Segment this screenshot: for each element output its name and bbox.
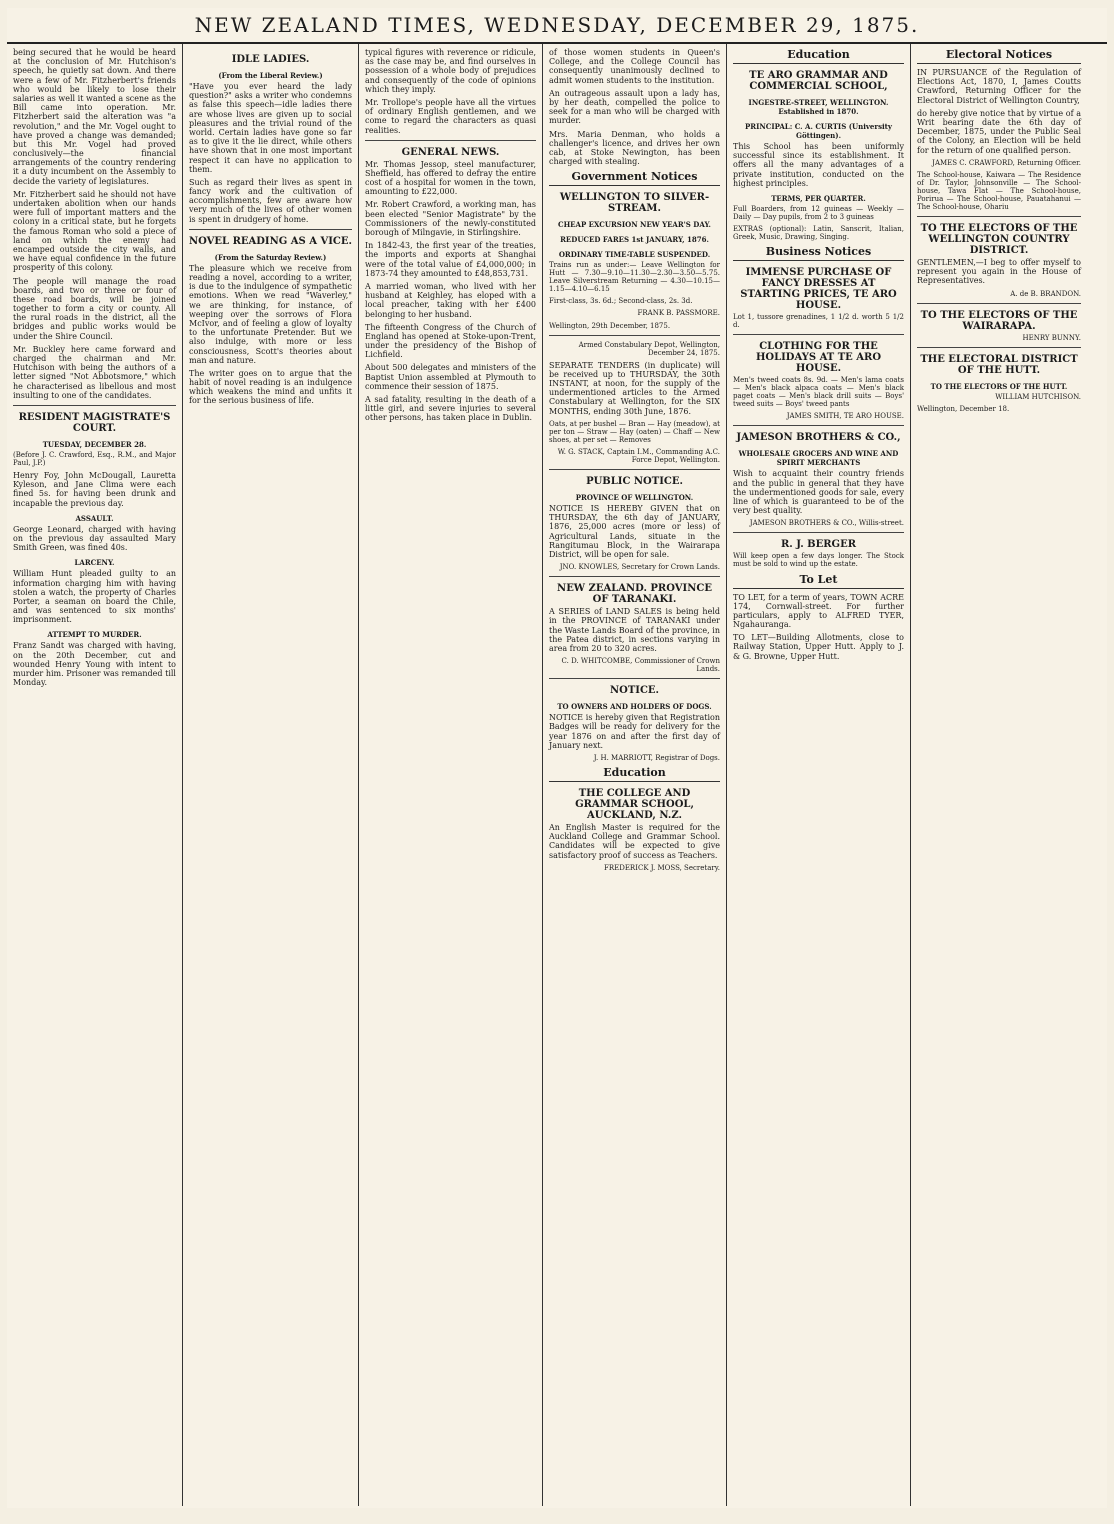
divider bbox=[733, 334, 904, 335]
classified: TO LET—Building Allotments, close to Railway Station, Upper Hutt. Apply to J. & G. Browne, Upper Hutt. bbox=[733, 633, 904, 661]
signature: JAMESON BROTHERS & CO., Willis-street. bbox=[749, 519, 904, 528]
tender-items: Oats, at per bushel — Bran — Hay (meadow), at per ton — Straw — Hay (oaten) — Chaff — New shoes, at per set — Removes bbox=[549, 419, 720, 444]
ad-title: R. J. BERGER bbox=[780, 539, 857, 551]
section-header-government: Government Notices bbox=[549, 170, 720, 186]
subheading: ASSAULT. bbox=[75, 513, 114, 523]
news-item: About 500 delegates and ministers of the Baptist Union assembled at Plymouth to commence their session of 1875. bbox=[365, 363, 536, 391]
ad-title: THE ELECTORAL DISTRICT OF THE HUTT. bbox=[920, 353, 1078, 376]
section-header-business: Business Notices bbox=[733, 245, 904, 261]
ad-title: PUBLIC NOTICE. bbox=[586, 476, 683, 488]
notice-text: GENTLEMEN,—I beg to offer myself to represent you again in the House of Representatives. bbox=[917, 257, 1081, 286]
divider bbox=[549, 678, 720, 679]
article-paragraph: Such as regard their lives as spent in fancy work and the cultivation of accomplishments, few are aware how very much of the lives of other women is spent in drudgery of home. bbox=[189, 177, 352, 224]
divider bbox=[365, 140, 536, 141]
ad-subtitle: PRINCIPAL: C. A. CURTIS (University Göttingen). bbox=[745, 122, 892, 140]
divider bbox=[917, 216, 1081, 217]
notice-text: IN PURSUANCE of the Regulation of Elections Act, 1870, I, James Coutts Crawford, Returning Officer for the Electoral District of Wellington Country, bbox=[917, 68, 1081, 105]
article-paragraph: "Have you ever heard the lady question?" asks a writer who condemns as false this speech—idle ladies there are whose lives are given up to social pleasures and the trivial round of the world. Certain ladies have gone so far as to give it the lie direct, while others have shown that in one most important respect it can have no application to them. bbox=[189, 82, 352, 174]
subheading: LARCENY. bbox=[74, 558, 115, 568]
ad-subtitle: INGESTRE-STREET, WELLINGTON. Established in 1870. bbox=[748, 98, 889, 116]
article-paragraph: being secured that he would be heard at the conclusion of Mr. Hutchison's speech, he quietly sat down. And there were a few of Mr. Fitzherbert's friends who would be likely to lose their salaries as well it wanted a scene as the Bill came into operation. Mr. Fitzherbert said the alteration was "a revolution," and the Mr. Vogel ought to have proved a change was demanded; but this Mr. Vogel had proved conclusively—the financial arrangements of the country rendering it a duty incumbent on the Assembly to decide the variety of legislatures. bbox=[13, 48, 176, 186]
ad-subtitle: CHEAP EXCURSION NEW YEAR'S DAY. bbox=[558, 220, 711, 230]
article-paragraph: of those women students in Queen's College, and the College Council has consequently unanimously declined to admit women students to the institution. bbox=[549, 48, 720, 85]
source-line: (From the Saturday Review.) bbox=[214, 252, 327, 262]
court-bench: (Before J. C. Crawford, Esq., R.M., and Major Paul, J.P.) bbox=[13, 450, 176, 467]
fee-list: Full Boarders, from 12 guineas — Weekly — Daily — Day pupils, from 2 to 3 guineas bbox=[733, 204, 904, 221]
divider bbox=[917, 347, 1081, 348]
article-paragraph: William Hunt pleaded guilty to an information charging him with having stolen a watch, the property of Charles Porter, a seaman on board the Chile, and was sentenced to six months' imprisonment. bbox=[13, 569, 176, 625]
signature: JAMES SMITH, TE ARO HOUSE. bbox=[786, 412, 904, 421]
article-paragraph: Mr. Buckley here came forward and charged the chairman and Mr. Hutchison with being the authors of a letter signed "Not Abbotsmore," which he characterised as libellous and most insulting to one of the candidates. bbox=[13, 344, 176, 400]
columns bbox=[7, 44, 1107, 1506]
article-paragraph: Franz Sandt was charged with having, on the 20th December, cut and wounded Henry Young with intent to murder him. Prisoner was remanded till Monday. bbox=[13, 641, 176, 688]
signature: A. de B. BRANDON. bbox=[1010, 289, 1081, 298]
subheading: ATTEMPT TO MURDER. bbox=[47, 630, 142, 640]
ad-title: NOTICE. bbox=[609, 685, 660, 697]
ad-subtitle: REDUCED FARES 1st JANUARY, 1876. bbox=[560, 235, 709, 245]
ad-subtitle: WHOLESALE GROCERS AND WINE AND SPIRIT MERCHANTS bbox=[738, 449, 899, 468]
ad-title: THE COLLEGE AND GRAMMAR SCHOOL, AUCKLAND, N.Z. bbox=[575, 788, 694, 822]
notice-text: A SERIES of LAND SALES is being held in the PROVINCE of TARANAKI under the Waste Lands Board of the province, in the Patea district, in sections varying in area from 20 to 320 acres. bbox=[549, 607, 720, 653]
column-6 bbox=[911, 44, 1087, 1506]
divider bbox=[733, 425, 904, 426]
signature: HENRY BUNNY. bbox=[1022, 333, 1081, 342]
news-item: The fifteenth Congress of the Church of England has opened at Stoke-upon-Trent, under the presidency of the Bishop of Lichfield. bbox=[365, 322, 536, 360]
notice-text: NOTICE IS HEREBY GIVEN that on THURSDAY, the 6th day of JANUARY, 1876, 25,000 acres (more or less) of Agricultural Lands, situate in the Rangitumau Block, in the Wairarapa District, will be open for sale. bbox=[549, 504, 720, 559]
divider bbox=[13, 405, 176, 406]
section-header-education: Education bbox=[733, 48, 904, 64]
article-paragraph: The writer goes on to argue that the habit of novel reading is an indulgence which weakens the mind and unfits it for the serious business of life. bbox=[189, 368, 352, 406]
column-2 bbox=[183, 44, 359, 1506]
news-item: In 1842-43, the first year of the treaties, the imports and exports at Shanghai were of the total value of £4,000,000; in 1873-74 they amounted to £48,853,731. bbox=[365, 241, 536, 278]
ad-subtitle: TO THE ELECTORS OF THE HUTT. bbox=[930, 381, 1068, 391]
divider bbox=[917, 303, 1081, 304]
ad-title: WELLINGTON TO SILVER-STREAM. bbox=[559, 192, 710, 215]
source-line: (From the Liberal Review.) bbox=[218, 71, 323, 80]
signature: C. D. WHITCOMBE, Commissioner of Crown Lands. bbox=[561, 657, 720, 674]
ad-subtitle: TERMS, PER QUARTER. bbox=[771, 193, 866, 203]
article-paragraph: The pleasure which we receive from reading a novel, according to a writer, is due to the indulgence of sympathetic emotions. When we read "Waverley," we are thinking, for instance, of weeping over the sorrows of Flora McIvor, and of feeling a glow of loyalty to the unfortunate Pretender. But we also indulge, with more or less consciousness, Scott's theories about man and nature. bbox=[189, 263, 352, 365]
divider bbox=[189, 229, 352, 230]
ad-text: Lot 1, tussore grenadines, 1 1/2 d. worth 5 1/2 d. bbox=[733, 313, 904, 330]
news-item: Mr. Thomas Jessop, steel manufacturer, Sheffield, has offered to defray the entire cost of a hospital for women in the town, amounting to £22,000. bbox=[365, 159, 536, 197]
ad-title: JAMESON BROTHERS & CO., bbox=[736, 432, 901, 444]
ad-title: TE ARO GRAMMAR AND COMMERCIAL SCHOOL, bbox=[749, 70, 888, 92]
polling-booths: The School-house, Kaiwara — The Residence of Dr. Taylor, Johnsonville — The School-house, Tawa Flat — The School-house, Porirua — The School-house, Pauatahanui — The School-house, Ohariu bbox=[917, 170, 1081, 211]
ad-text: Will keep open a few days longer. The Stock must be sold to wind up the estate. bbox=[733, 552, 904, 569]
signature: J. H. MARRIOTT, Registrar of Dogs. bbox=[593, 753, 720, 762]
ad-subtitle: PROVINCE OF WELLINGTON. bbox=[575, 493, 694, 503]
column-5 bbox=[727, 44, 911, 1506]
signature: FREDERICK J. MOSS, Secretary. bbox=[603, 863, 720, 872]
ad-text: This School has been uniformly successful since its establishment. It offers all the many advantages of a private institution, conducted on the highest principles. bbox=[733, 142, 904, 188]
tender-text: SEPARATE TENDERS (in duplicate) will be received up to THURSDAY, the 30th INSTANT, at noon, for the supply of the undermentioned articles to the Armed Constabulary at Wellington, for the SIX MONTHS, ending 30th June, 1876. bbox=[549, 360, 720, 416]
news-item: Mr. Robert Crawford, a working man, has been elected "Senior Magistrate" by the Commissioners of the newly-constituted borough of Milngavie, in Stirlingshire. bbox=[365, 200, 536, 237]
signature: W. G. STACK, Captain I.M., Commanding A.C. Force Depot, Wellington. bbox=[557, 447, 720, 464]
section-heading: IDLE LADIES. bbox=[231, 54, 310, 65]
section-heading: RESIDENT MAGISTRATE'S COURT. bbox=[18, 411, 171, 434]
section-heading: NOVEL READING AS A VICE. bbox=[189, 235, 352, 247]
article-paragraph: Mrs. Maria Denman, who holds a challenger's licence, and drives her own cab, at Stoke Newington, has been charged with stealing. bbox=[549, 129, 720, 167]
masthead bbox=[7, 8, 1107, 44]
ad-title: TO THE ELECTORS OF THE WAIRARAPA. bbox=[920, 309, 1078, 332]
article-paragraph: George Leonard, charged with having on the previous day assaulted Mary Smith Green, was fined 40s. bbox=[13, 524, 176, 553]
article-paragraph: The people will manage the road boards, and two or three or four of these road boards, will be joined together to form a city or county. All the rural roads in the district, all the bridges and public works would be under the Shire Council. bbox=[13, 276, 176, 341]
ad-title: NEW ZEALAND. PROVINCE OF TARANAKI. bbox=[557, 583, 712, 606]
article-paragraph: Mr. Fitzherbert said he should not have undertaken abolition when our hands were full of important matters and the colony in a critical state, but he forgets the famous Roman who sold a piece of land on which the enemy had encamped outside the city walls, and we have equal confidence in the future prosperity of this colony. bbox=[13, 189, 176, 273]
article-paragraph: Mr. Trollope's people have all the virtues of ordinary English gentlemen, and we come to regard the characters as quasi realities. bbox=[365, 97, 536, 135]
ad-title: TO THE ELECTORS OF THE WELLINGTON COUNTRY DISTRICT. bbox=[920, 222, 1078, 256]
section-heading: GENERAL NEWS. bbox=[401, 146, 500, 158]
article-paragraph: Henry Foy, John McDougall, Lauretta Kyleson, and Jane Clima were each fined 5s. for having been drunk and incapable the previous day. bbox=[13, 471, 176, 508]
classified: TO LET, for a term of years, TOWN ACRE 174, Cornwall-street. For further particulars, apply to ALFRED TYER, Ngahauranga. bbox=[733, 592, 904, 630]
extras-list: EXTRAS (optional): Latin, Sanscrit, Italian, Greek, Music, Drawing, Singing. bbox=[733, 225, 904, 242]
section-header-to-let: To Let bbox=[733, 573, 904, 589]
article-paragraph: An outrageous assault upon a lady has, by her death, compelled the police to seek for a man who will be charged with murder. bbox=[549, 88, 720, 126]
news-item: A sad fatality, resulting in the death of a little girl, and severe injuries to several other persons, has taken place in Dublin. bbox=[365, 395, 536, 423]
newspaper-page bbox=[7, 8, 1107, 1508]
depot-line: Armed Constabulary Depot, Wellington, December 24, 1875. bbox=[578, 340, 720, 357]
section-header-education: Education bbox=[549, 766, 720, 782]
divider bbox=[733, 532, 904, 533]
section-header-electoral: Electoral Notices bbox=[917, 48, 1081, 64]
fares: First-class, 3s. 6d.; Second-class, 2s. 3d. bbox=[549, 297, 693, 306]
signature: JNO. KNOWLES, Secretary for Crown Lands. bbox=[559, 563, 720, 572]
signature: FRANK B. PASSMORE. bbox=[637, 309, 720, 318]
signature: WILLIAM HUTCHISON. bbox=[995, 392, 1081, 401]
masthead-title: NEW ZEALAND TIMES, WEDNESDAY, DECEMBER 29, 1875. bbox=[194, 13, 920, 37]
timetable: Trains run as under:— Leave Wellington for Hutt — 7.30—9.10—11.30—2.30—3.50—5.75. Leave Silverstream Returning — 4.30—10.15—1.15—4.10—6.15 bbox=[549, 261, 720, 294]
ad-date: Wellington, December 18. bbox=[917, 404, 1010, 413]
column-3 bbox=[359, 44, 543, 1506]
article-paragraph: typical figures with reverence or ridicule, as the case may be, and find ourselves in possession of a whole body of prejudices and consequently of the code of opinions which they imply. bbox=[365, 48, 536, 94]
notice-text: An English Master is required for the Auckland College and Grammar School. Candidates will be expected to give satisfactory proof of success as Teachers. bbox=[549, 823, 720, 860]
signature: JAMES C. CRAWFORD, Returning Officer. bbox=[932, 158, 1081, 167]
ad-title: CLOTHING FOR THE HOLIDAYS AT TE ARO HOUSE. bbox=[755, 341, 882, 375]
ad-date: Wellington, 29th December, 1875. bbox=[549, 321, 671, 330]
divider bbox=[549, 469, 720, 470]
ad-title: IMMENSE PURCHASE OF FANCY DRESSES AT STARTING PRICES, TE ARO HOUSE. bbox=[740, 267, 897, 312]
notice-text: do hereby give notice that by virtue of a Writ bearing date the 6th day of December, 1875, under the Public Seal of the Colony, an Election will be held for the return of one qualified person. bbox=[917, 108, 1081, 155]
ad-text: Men's tweed coats 8s. 9d. — Men's lama coats — Men's black alpaca coats — Men's black paget coats — Men's black drill suits — Boys' tweed suits — Boys' tweed pants bbox=[733, 376, 904, 409]
notice-text: NOTICE is hereby given that Registration Badges will be ready for delivery for the year 1876 on and after the first day of January next. bbox=[549, 713, 720, 750]
ad-subtitle: ORDINARY TIME-TABLE SUSPENDED. bbox=[558, 250, 711, 260]
ad-subtitle: TO OWNERS AND HOLDERS OF DOGS. bbox=[557, 702, 712, 712]
column-4 bbox=[543, 44, 727, 1506]
ad-text: Wish to acquaint their country friends and the public in general that they have the undermentioned goods for sale, every line of which is guaranteed to be of the very best quality. bbox=[733, 469, 904, 516]
divider bbox=[549, 576, 720, 577]
divider bbox=[549, 335, 720, 336]
news-item: A married woman, who lived with her husband at Keighley, has eloped with a local preacher, taking with her £400 belonging to her husband. bbox=[365, 281, 536, 319]
section-date: TUESDAY, DECEMBER 28. bbox=[42, 439, 147, 449]
column-1 bbox=[7, 44, 183, 1506]
